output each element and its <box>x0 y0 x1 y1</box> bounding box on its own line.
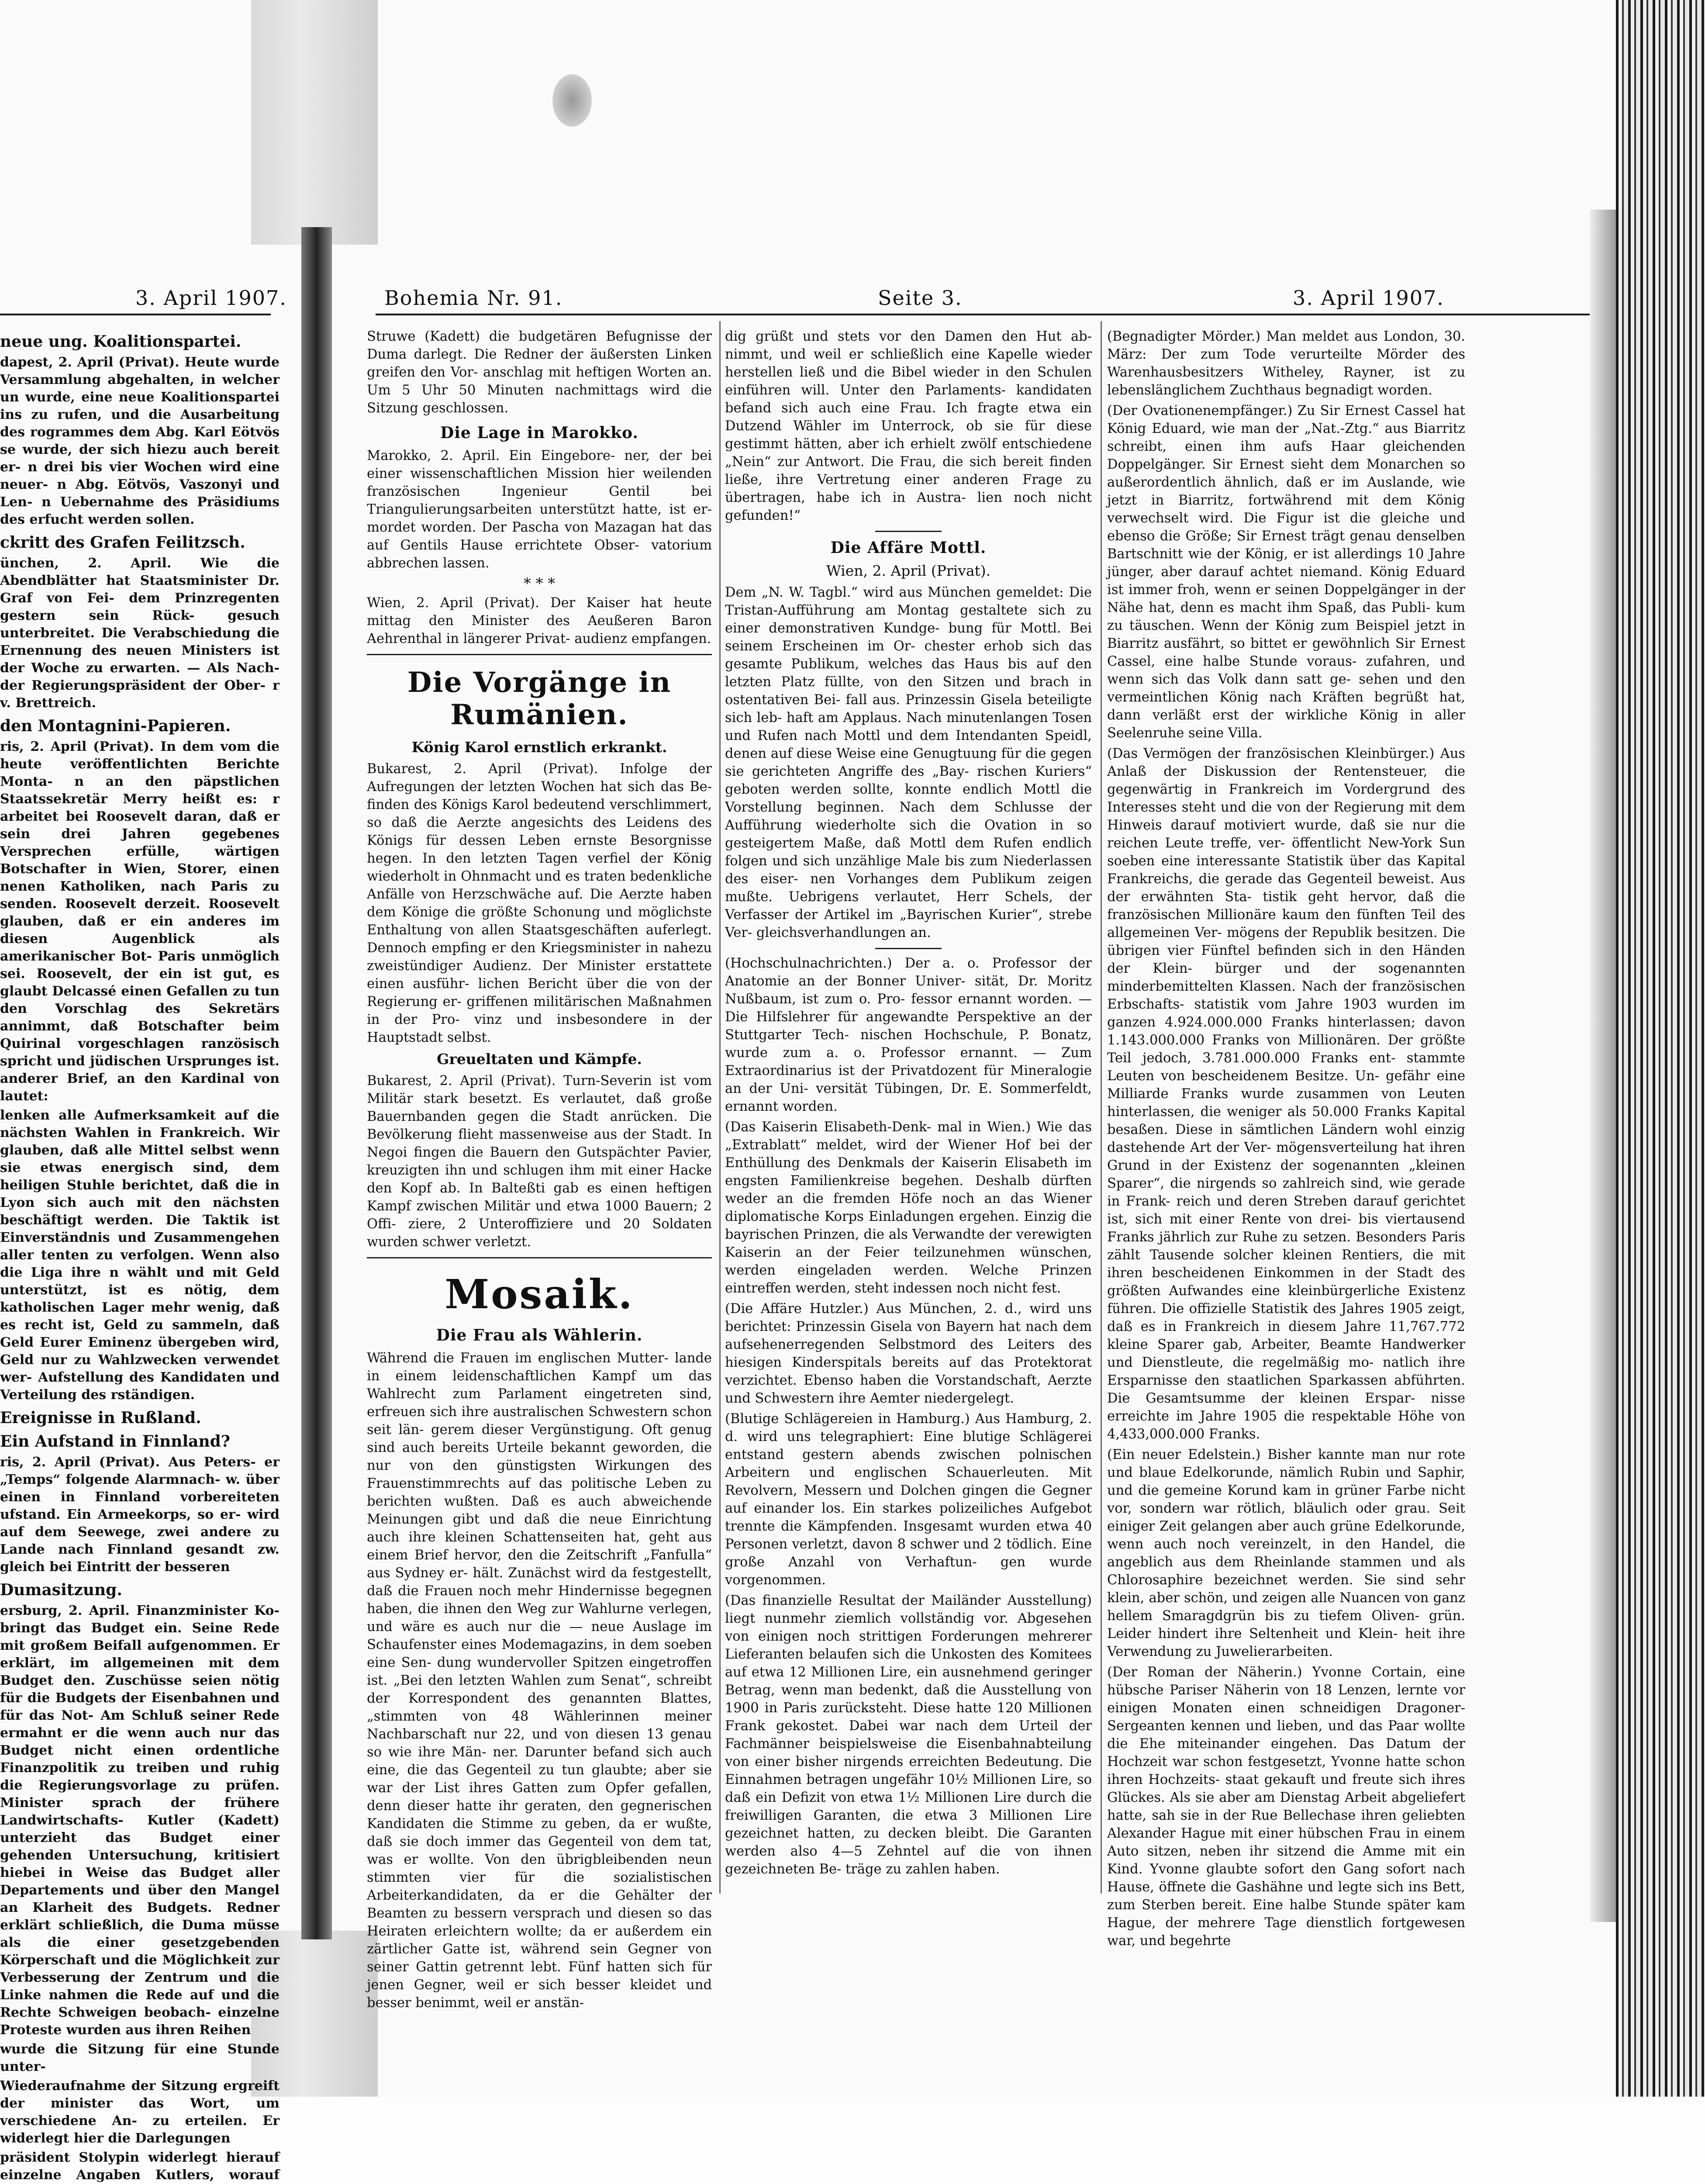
left-header-rule <box>0 314 271 315</box>
section-rule <box>367 1257 712 1258</box>
left-page <box>0 262 301 2183</box>
left-paragraph: präsident Stolypin widerlegt hierauf einzelne Angaben Kutlers, worauf <box>0 2150 280 2183</box>
news-item-roman: (Der Roman der Näherin.) Yvonne Cortain, eine hübsche Pariser Näherin von 18 Lenzen, lernte vor einigen Monaten einen schneidigen Dragoner-Sergeanten kennen und lieben, und das Paar wollte die Ehe miteinander eingehen. Das Datum der Hochzeit war schon festgesetzt, Yvonne hatte schon ihren Hochzeits- staat gekauft und freute sich ihres Glückes. Als sie aber am Dienstag Arbeit abgeliefert hatte, sah sie in der Rue Bellechase ihren geliebten Alexander Hague mit einer hübschen Frau in einem Auto sitzen, neben ihr sitzend die Amme mit ein Kind. Yvonne glaubte sofort den Gang sofort nach Hause, öffnete die Gashähne und legte sich ins Bett, zum Sterben bereit. Eine halbe Stunde später kam Hague, der mehrere Tage dienstlich fortgewesen war, und begehrte <box>1107 1665 1465 1949</box>
left-paragraph: Wiederaufnahme der Sitzung ergreift der minister das Wort, um verschiedene An- zu erteilen. Er widerlegt hier die Darlegungen <box>0 2078 280 2146</box>
duma-continuation: Struwe (Kadett) die budgetären Befugnisse der Duma darlegt. Die Redner der äußersten Linken greifen den Vor- anschlag mit heftigen Worten an. Um 5 Uhr 50 Minuten nachmittags wird die Sitzung geschlossen. <box>367 329 712 416</box>
news-item-elisabeth: (Das Kaiserin Elisabeth-Denk- mal in Wien.) Wie das „Extrablatt“ meldet, wird der Wiener Hof bei der Enthüllung des Denkmals der Kaiserin Elisabeth im engsten Familienkreise begehen. Deshalb dürften weder an die fremden Höfe noch an das Wiener diplomatische Korps Einladungen ergehen. Einzig die bayrischen Prinzen, die als Verwandte der verewigten Kaiserin an der Feier teilzunehmen wünschen, werden eingeladen werden. Welche Prinzen eintreffen werden, steht indessen noch nicht fest. <box>725 1120 1092 1296</box>
wooden-page-holder-top <box>251 0 378 245</box>
article-column-3 <box>1107 328 1465 1949</box>
column-rule <box>719 321 721 1894</box>
article-dateline-mottl: Wien, 2. April (Privat). <box>826 562 991 579</box>
left-paragraph: ersburg, 2. April. Finanzminister Ko- bringt das Budget ein. Seine Rede mit großem Beifall aufgenommen. Er erklärt, im allgemeinen mit dem Budget den. Zuschüsse seien nötig für die Budgets der Eisenbahnen und für das Not- Am Schluß seiner Rede ermahnt er die wenn auch nur das Budget nicht einen ordentliche Finanzpolitik zu treiben und ruhig die Regierungsvorlage zu prüfen. Minister sprach der frühere Landwirtschafts- Kutler (Kadett) unterzieht das Budget einer gehenden Untersuchung, kritisiert hiebei in Weise das Budget aller Departements und über den Mangel an Klarheit des Budgets. Redner erklärt schließlich, die Duma müsse als die einer gesetzgebenden Körperschaft und die Möglichkeit zur Verbesserung der Zentrum und die Linke nahmen die Rede auf und die Rechte Schweigen beobach- einzelne Proteste wurden aus ihren Reihen <box>0 1603 280 2038</box>
left-heading: Ereignisse in Rußland. <box>0 1409 201 1427</box>
article-column-1 <box>367 328 712 2011</box>
article-heading-marokko: Die Lage in Marokko. <box>440 424 639 442</box>
article-heading-frau: Die Frau als Wählerin. <box>436 1326 643 1344</box>
left-paragraph: ris, 2. April (Privat). In dem vom die heute veröffentlichten Berichte Monta- n an den päpstlichen Staatssekretär Merry heißt es: r arbeitet bei Roosevelt daran, daß er sein drei Jahren gegebenes Versprechen erfülle, wärtigen Botschafter in Wien, Storer, einen nenen Katholiken, nach Paris zu senden. Roosevelt derzeit. Roosevelt glauben, daß er ein anderes im diesen Augenblick als amerikanischer Bot- Paris unmöglich sei. Roosevelt, der ein ist gut, es glaubt Delcassé einen Gefallen zu tun den Vorschlag des Sekretärs annimmt, daß Botschafter beim Quirinal vorgeschlagen ranzösisch spricht und jüdischen Ursprunges ist. anderer Brief, an den Kardinal von lautet: <box>0 739 280 1104</box>
news-item-hamburg: (Blutige Schlägereien in Hamburg.) Aus Hamburg, 2. d. wird uns telegraphiert: Eine blutige Schlägerei entstand gestern abends zwischen polnischen Arbeitern und englischen Schauerleuten. Mit Revolvern, Messern und Dolchen gingen die Gegner auf einander los. Ein starkes polizeiliches Aufgebot trennte die Kämpfenden. Insgesamt wurden etwa 40 Personen verletzt, davon 8 schwer und 2 tödlich. Eine große Anzahl von Verhaftun- gen wurde vorgenommen. <box>725 1411 1092 1588</box>
section-separator: * * * <box>523 575 556 592</box>
article-body-frau: Während die Frauen im englischen Mutter- lande in einem leidenschaftlichen Kampf um das Wahlrecht zum Parlament eingetreten sind, erfreuen sich ihre australischen Schwestern schon seit län- gerem dieser Vergünstigung. Oft genug sind auch bereits Urteile bekannt geworden, die nur von den günstigsten Wirkungen des Frauenstimmrechts auf das politische Leben zu berichten wußten. Daß es auch abweichende Meinungen gibt und daß die neue Einrichtung auch ihre kleinen Schattenseiten hat, geht aus einem Brief hervor, den die Zeitschrift „Fanfulla“ aus Sydney er- hält. Zunächst wird da festgestellt, daß die Frauen noch mehr Hindernisse begegnen haben, die ihnen den Weg zur Wahlurne verlegen, und wäre es auch nur die — neue Auslage im Schaufenster eines Modemagazins, in dem soeben eine Sen- dung wundervoller Spitzen eingetroffen ist. „Bei den letzten Wahlen zum Senat“, schreibt der Korrespondent des genannten Blattes, „stimmten von 48 Wählerinnen meiner Nachbarschaft nur 22, und von diesen 13 genau so wie ihre Män- ner. Darunter befand sich auch eine, die das Gegenteil zu tun glaubte; aber sie war der List ihres Gatten zum Opfer gefallen, denn dieser hatte ihr geraten, den gegnerischen Kandidaten die Stimme zu geben, da er wußte, daß sie doch immer das Gegenteil von dem tat, was er wollte. Von den übrigbleibenden neun stimmten vier für die sozialistischen Arbeiterkandidaten, da er die Gehälter der Beamten zu bessern versprach und diesen so das Heiraten erleichtern wollte; da er außerdem ein zärtlicher Gatte ist, während sein Gegner von seiner Gattin getrennt lebt. Fünf hatten sich für jenen Gegner, weil er sich besser kleidet und besser benimmt, weil er anstän- <box>367 1351 712 2011</box>
left-heading: neue ung. Koalitionspartei. <box>0 332 242 351</box>
right-page <box>332 262 1590 2011</box>
news-item-ovation: (Der Ovationenempfänger.) Zu Sir Ernest Cassel hat König Eduard, wie man der „Nat.-Ztg.“ aus Biarritz schreibt, einen ihm aufs Haar gleichenden Doppelgänger. Sir Ernest sieht dem Monarchen so außerordentlich ähnlich, daß er im Auslande, wie jetzt in Biarritz, fortwährend mit dem König verwechselt wird. Die Figur ist die gleiche und ebenso die Größe; Sir Ernest trägt genau denselben Bartschnitt wie der König, er ist allerdings 10 Jahre jünger, aber darauf achtet niemand. König Eduard ist immer froh, wenn er seinen Doppelgänger in der Nähe hat, denn es macht ihm Spaß, das Publi- kum zu täuschen. Wenn der König zum Beispiel jetzt in Biarritz ausfährt, so bittet er gewöhnlich Sir Ernest Cassel, eine halbe Stunde voraus- zufahren, und wenn sich das Volk dann satt ge- sehen und den vermeintlichen König nach Kräften begrüßt hat, dann verläßt erst der wirkliche König in aller Seelenruhe seine Villa. <box>1107 403 1465 741</box>
article-body-marokko: Marokko, 2. April. Ein Eingebore- ner, der bei einer wissenschaftlichen Mission hier weilenden französischen Ingenieur Gentil bei Triangulierungsarbeiten unterstützt hatte, ist er- mordet worden. Der Pascha von Mazagan hat das auf Gentils Hause errichtete Obser- vatorium abbrechen lassen. <box>367 448 712 571</box>
article-body-frau-continued: dig grüßt und stets vor den Damen den Hut ab- nimmt, und weil er schließlich eine Kapelle wieder herstellen ließ und die Bibel wieder in den Schulen einführen will. Unter den Parlaments- kandidaten befand sich auch eine Frau. Ich fragte etwa ein Dutzend Wähler im Unterrock, ob sie für diese gestimmt hätten, aber ich erhielt zwölf entschiedene „Nein“ zur Antwort. Die Frau, die sich bereit finden ließe, ihre Vertretung einer anderen Frage zu übertragen, habe ich in Austra- lien noch nicht gefunden!“ <box>725 329 1092 523</box>
section-rule <box>875 948 941 949</box>
left-heading: Ein Aufstand in Finnland? <box>0 1432 230 1451</box>
section-heading-mosaik: Mosaik. <box>445 1271 634 1318</box>
page-number: Seite 3. <box>878 286 963 310</box>
column-rule <box>1101 321 1102 1894</box>
wood-knot <box>552 74 592 127</box>
issue-date: 3. April 1907. <box>1293 286 1444 310</box>
left-heading: ckritt des Grafen Feilitzsch. <box>0 533 245 552</box>
news-item-hochschul: (Hochschulnachrichten.) Der a. o. Professor der Anatomie an der Bonner Univer- sität, Dr. Moritz Nußbaum, ist zum o. Pro- fessor ernannt worden. — Die Hilfslehrer für angewandte Perspektive an der Stuttgarter Tech- nischen Hochschule, P. Bonatz, wurde zum a. o. Professor ernannt. — Zum Extraordinarius ist der Privatdozent für Mineralogie an der Uni- versität Tübingen, Dr. E. Sommerfeldt, ernannt worden. <box>725 956 1092 1114</box>
news-item-hutzler: (Die Affäre Hutzler.) Aus München, 2. d., wird uns berichtet: Prinzessin Gisela von Bayern hat nach dem aufsehenerregenden Selbstmord des Leiters des hiesigen Kinderspitals bereits auf das Protektorat verzichtet. Ebenso haben die Vorstandschaft, Aerzte und Schwestern ihre Aemter niedergelegt. <box>725 1301 1092 1406</box>
section-rule <box>367 654 712 655</box>
left-paragraph: wurde die Sitzung für eine Stunde unter- <box>0 2042 280 2074</box>
left-heading: den Montagnini-Papieren. <box>0 717 231 735</box>
news-item-edelstein: (Ein neuer Edelstein.) Bisher kannte man nur rote und blaue Edelkorunde, nämlich Rubin und Saphir, und die gemeine Korund kam in grüner Farbe nicht vor, sondern war rötlich, bläulich oder grau. Seit einiger Zeit gelangen aber auch grüne Edelkorunde, wenn auch noch vereinzelt, in den Handel, die angeblich aus dem Rheinlande stammen und als Chlorosaphire bezeichnet werden. Sie sind sehr klein, aber schön, und zeigen alle Nuancen von ganz hellem Smaragdgrün bis zu tiefem Oliven- grün. Leider hindert ihre Seltenheit und Klein- heit ihre Verwendung zu Juwelierarbeiten. <box>1107 1447 1465 1659</box>
left-paragraph: ris, 2. April (Privat). Aus Peters- er „Temps“ folgende Alarmnach- w. über einen in Finnland vorbereiteten ufstand. Ein Armeekorps, so er- wird auf dem Seewege, zwei andere zu Lande nach Finnland gesandt zw. gleich bei Eintritt der besseren <box>0 1455 280 1575</box>
news-item-moerder: (Begnadigter Mörder.) Man meldet aus London, 30. März: Der zum Tode verurteilte Mörder des Warenhausbesitzers Witheley, Rayner, ist zu lebenslänglichem Zuchthaus begnadigt worden. <box>1107 329 1465 398</box>
book-gutter-shadow <box>301 227 332 1939</box>
article-body-karol: Bukarest, 2. April (Privat). Infolge der Aufregungen der letzten Wochen hat sich das Be- finden des Königs Karol bedeutend verschlimmert, so daß die Aerzte angesichts des Leidens des Königs für dessen Leben ernste Besorgnisse hegen. In den letzten Tagen verfiel der König wiederholt in Ohnmacht und es traten bedenkliche Anfälle von Herzschwäche auf. Die Aerzte haben dem Könige die größte Schonung und möglichste Enthaltung von allen Staatsgeschäften auferlegt. Dennoch empfing er den Kriegsminister in nahezu zweistündiger Audienz. Der Minister erstattete einen ausführ- lichen Bericht über die von der Regierung er- griffenen militärischen Maßnahmen in der Pro- vinz und insbesondere in der Hauptstadt selbst. <box>367 761 712 1045</box>
left-page-date-header: 3. April 1907. <box>135 286 287 310</box>
left-page-column <box>0 328 280 2183</box>
article-body-greueltaten: Bukarest, 2. April (Privat). Turn-Severin ist vom Militär stark besetzt. Es verlautet, daß große Bauernbanden gegen die Stadt anrücken. Die Bevölkerung flieht massenweise aus der Stadt. In Negoi fingen die Bauern den Gutspächter Pavier, kreuzigten ihn und schlugen ihm mit einer Hacke den Kopf ab. In Balteßti gab es einen heftigen Kampf zwischen Militär und etwa 1000 Bauern; 2 Offi- ziere, 2 Unteroffiziere und 20 Soldaten wurden schwer verletzt. <box>367 1073 712 1250</box>
article-heading-rumaenien: Die Vorgänge in Rumänien. <box>407 666 672 731</box>
article-body-wien: Wien, 2. April (Privat). Der Kaiser hat heute mittag den Minister des Aeußeren Baron Aehrenthal in längerer Privat- audienz empfangen. <box>367 595 712 646</box>
left-paragraph: lenken alle Aufmerksamkeit auf die nächsten Wahlen in Frankreich. Wir glauben, daß alle Mittel selbst wenn sie etwas energisch sind, dem heiligen Stuhle berichtet, daß die in Lyon sich auch mit den nächsten beschäftigt werden. Die Taktik ist Einverständnis und Zusammengehen aller tenten zu verfolgen. Wenn also die Liga ihre n wählt und mit Geld unterstützt, ist es nötig, dem katholischen Lager mehr wenig, daß es recht ist, Geld zu sammeln, daß Geld Eurer Eminenz übergeben wird, Geld nur zu Wahlzwecken verwendet wer- Aufstellung des Kandidaten und Verteilung des rständigen. <box>0 1108 280 1403</box>
left-paragraph: dapest, 2. April (Privat). Heute wurde Versammlung abgehalten, in welcher un wurde, eine neue Koalitionspartei ins zu rufen, und die Ausarbeitung des rogrammes dem Abg. Karl Eötvös se wurde, der sich hiezu auch bereit er- n drei bis vier Wochen wird eine neuer- n Abg. Eötvös, Vaszonyi und Len- n Uebernahme des Präsidiums des erfucht werden sollen. <box>0 355 280 527</box>
article-body-mottl: Dem „N. W. Tagbl.“ wird aus München gemeldet: Die Tristan-Aufführung am Montag gestaltete sich zu einer demonstrativen Kundge- bung für Mottl. Bei seinem Erscheinen im Or- chester erhob sich das gesamte Publikum, welches das Haus bis auf den letzten Platz füllte, von den Sitzen und brach in ostentativen Bei- fall aus. Prinzessin Gisela beteiligte sich leb- haft am Applaus. Nach minutenlangen Tosen und Rufen nach Mottl und dem Intendanten Speidl, denen auf diese Weise eine Genugtuung für die gegen sie gerichteten Angriffe des „Bay- rischen Kuriers“ geboten werden sollte, konnte endlich Mottl die Vorstellung beginnen. Nach dem Schlusse der Aufführung wiederholte sich die Ovation in so gesteigertem Maße, daß Mottl dem Rufen endlich folgen und sich unzählige Male bis zum Niederlassen des eiser- nen Vorhanges dem Publikum zeigen mußte. Uebrigens verlautet, Herr Schels, der Verfasser der Artikel im „Bayrischen Kurier“, strebe Ver- gleichsverhandlungen an. <box>725 585 1092 940</box>
book-page-edges <box>1616 0 1705 2097</box>
article-heading-mottl: Die Affäre Mottl. <box>830 539 987 557</box>
left-heading: Dumasitzung. <box>0 1581 122 1599</box>
masthead-paper-name: Bohemia Nr. 91. <box>384 286 563 310</box>
right-page-edge-shadow <box>1590 210 1616 1922</box>
news-item-vermoegen: (Das Vermögen der französischen Kleinbürger.) Aus Anlaß der Diskussion der Rentensteuer, die gegenwärtig in Frankreich im Vordergrund des Interesses steht und die von der Regierung mit dem Hinweis darauf motiviert wurde, daß sie nur die reichen Leute treffe, ver- öffentlicht New-York Sun soeben eine interessante Statistik über das Kapital Frankreichs, die gerade das Gegenteil beweist. Aus der erwähnten Sta- tistik geht hervor, daß die französischen Millionäre kaum den fünften Teil des allgemeinen Ver- mögens der Republik besitzen. Die übrigen vier Fünftel befinden sich in den Händen der Klein- bürger und der sogenannten minderbemittelten Klassen. Nach der französischen Erbschafts- statistik vom Jahre 1903 wurden im ganzen 4.924.000.000 Franks hinterlassen; davon 1.143.000.000 Franks von Millionären. Der größte Teil jedoch, 3.781.000.000 Franks ent- stammte Leuten von bescheidenem Besitze. Un- gefähr eine Milliarde Franks wurde zusammen von Leuten hinterlassen, die weniger als 50.000 Franks Kapital besaßen. Diese in sämtlichen Ländern wohl einzig dastehende Art der Ver- mögensverteilung hat ihren Grund in der Existenz der sogenannten „kleinen Sparer“, die nirgends so zahlreich sind, wie gerade in Frank- reich und deren Streben darauf gerichtet ist, sich mit einer Rente von drei- bis viertausend Franks jährlich zur Ruhe zu setzen. Besonders Paris zählt Tausende solcher kleinen Rentiers, die mit ihren bescheidenen Einkommen in der Stadt des größten Aufwandes eine kleinbürgerliche Existenz führen. Die offizielle Statistik des Jahres 1905 zeigt, daß es in Frankreich in diesem Jahre 11,767.772 kleine Sparer gab, Arbeiter, Beamte Handwerker und Dienstleute, die regelmäßig mo- natlich ihre Ersparnisse den staatlichen Sparkassen abführten. Die Gesamtsumme der kleinen Erspar- nisse erreichte im Jahre 1905 die respektable Höhe von 4,433,000.000 Franks. <box>1107 746 1465 1442</box>
article-subheading-karol: König Karol ernstlich erkrankt. <box>411 739 667 756</box>
section-rule <box>875 531 941 532</box>
article-column-2 <box>725 328 1092 1918</box>
header-rule <box>376 314 1590 315</box>
left-paragraph: ünchen, 2. April. Wie die Abendblätter hat Staatsminister Dr. Graf von Fei- dem Prinzregenten gestern sein Rück- gesuch unterbreitet. Die Verabschiedung die Ernennung des neuen Ministers ist der Woche zu erwarten. — Als Nach- der Regierungspräsident der Ober- r v. Brettreich. <box>0 556 280 711</box>
news-item-mailand: (Das finanzielle Resultat der Mailänder Ausstellung) liegt nunmehr ziemlich vollständig vor. Abgesehen von einigen noch strittigen Forderungen mehrerer Lieferanten belaufen sich die Unkosten des Komitees auf etwa 12 Millionen Lire, ein ausnehmend geringer Betrag, wenn man bedenkt, daß die Ausstellung von 1900 in Paris zurücksteht. Diese hatte 120 Millionen Frank gekostet. Dabei war nach dem Urteil der Fachmänner beispielsweise die Eisenbahnabteilung von einer bisher nirgends erreichten Bedeutung. Die Einnahmen betragen ungefähr 10½ Millionen Lire, so daß ein Defizit von etwa 1½ Millionen Lire durch die freiwilligen Garanten, die etwa 3 Millionen Lire gezeichnet hatten, zu decken bleibt. Die Garanten werden also 4—5 Zehntel auf die von ihnen gezeichneten Be- träge zu zahlen haben. <box>725 1593 1092 1877</box>
article-subheading-greueltaten: Greueltaten und Kämpfe. <box>437 1051 642 1068</box>
